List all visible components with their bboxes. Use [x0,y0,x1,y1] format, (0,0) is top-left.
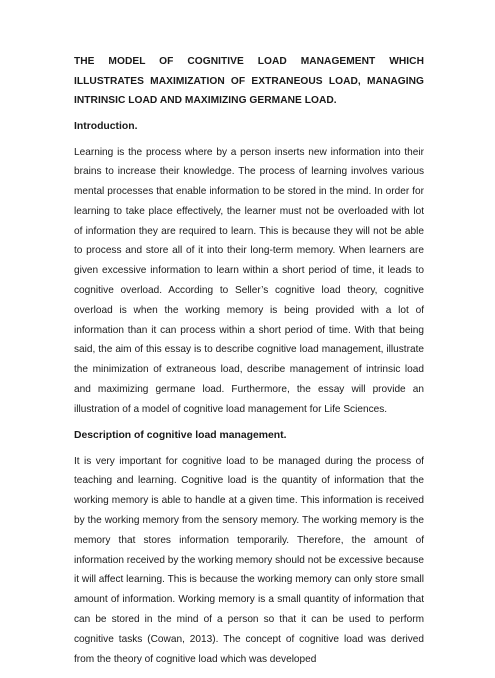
introduction-paragraph: Learning is the process where by a person inserts new information into their brains to increase their knowledge. The process of learning involves various mental processes that enable information to be stored in the mind. In order for learning to take place effectively, the learner must not be overloaded with lot of information they are required to learn. This is because they will not be able to process and store all of it into their long-term memory. When learners are given excessive information to learn within a short period of time, it leads to cognitive overload. According to Seller’s cognitive load theory, cognitive overload is when the working memory is being provided with a lot of information than it can process within a short period of time. With that being said, the aim of this essay is to describe cognitive load management, illustrate the minimization of extraneous load, describe management of intrinsic load and maximizing germane load. Furthermore, the essay will provide an illustration of a model of cognitive load management for Life Sciences. [74,146,424,415]
section-heading-description: Description of cognitive load management. [74,429,287,441]
section-heading-introduction: Introduction. [74,120,138,132]
document-page [74,52,424,678]
description-paragraph: It is very important for cognitive load to be managed during the process of teaching and learning. Cognitive load is the quantity of information that the working memory is able to handle at a given time. This information is received by the working memory from the sensory memory. The working memory is the memory that stores information temporarily. Therefore, the amount of information received by the working memory should not be excessive because it will affect learning. This is because the working memory can only store small amount of information. Working memory is a small quantity of information that can be stored in the mind of a person so that it can be used to perform cognitive tasks (Cowan, 2013). The concept of cognitive load was derived from the theory of cognitive load which was developed [74,455,424,665]
document-title: THE MODEL OF COGNITIVE LOAD MANAGEMENT WHICH ILLUSTRATES MAXIMIZATION OF EXTRANEOUS LOAD, MANAGING INTRINSIC LOAD AND MAXIMIZING GERMANE LOAD. [74,56,424,106]
